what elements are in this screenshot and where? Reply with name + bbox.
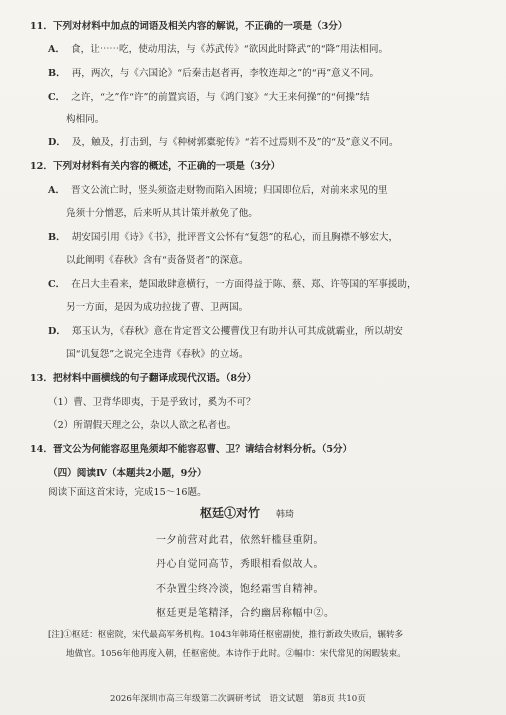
option-key: B．	[48, 232, 66, 243]
q12-option-c	[48, 276, 417, 290]
q13-stem: 13．把材料中画横线的句子翻译成现代汉语。（8分）	[30, 373, 257, 384]
option-key: A．	[48, 185, 66, 196]
poem-author: 韩琦	[276, 510, 295, 520]
option-key: B．	[48, 68, 66, 79]
option-key: D．	[48, 326, 66, 337]
option-text: 之许，“之”作“许”的前置宾语，与《鸿门宴》“大王来何操”的“何操”结	[71, 92, 370, 103]
q14-stem: 14．晋文公为何能容忍里凫须却不能容忍曹、卫？请结合材料分析。（5分）	[30, 444, 353, 455]
q12-option-d	[48, 323, 403, 337]
option-text: 郑玉认为，《春秋》意在肯定晋文公攫曹伐卫有助并认可其成就霸业，所以胡安	[71, 326, 403, 337]
option-key: D．	[48, 137, 66, 148]
q12-option-c-cont: 另一方面，是因为成功拉拢了曹、卫两国。	[66, 302, 249, 313]
q11-stem: 11．下列对材料中加点的词语及相关内容的解说，不正确的一项是（3分）	[30, 21, 348, 32]
q11-option-c-cont: 构相同。	[66, 114, 105, 125]
q12-option-b	[48, 229, 398, 243]
option-text: 晋文公流亡时，竖头须盗走财物而陷入困境；归国即位后，对前来求见的里	[71, 185, 388, 196]
poem-note-line-1: [注]①枢廷：枢密院，宋代最高军务机构。1043年韩琦任枢密副使，推行新政失败后，辗转多	[48, 630, 404, 640]
poem-title-text: 枢廷①对竹	[200, 506, 261, 520]
option-text: 食，让⋯⋯吃，使动用法，与《苏武传》“欲因此时降武”的“降”用法相同。	[71, 44, 389, 55]
option-key: A．	[48, 44, 66, 55]
option-text: 及，触及，打击到，与《种树郭橐驼传》“若不过焉则不及”的“及”意义不同。	[71, 137, 399, 148]
q11-option-b	[48, 65, 379, 79]
q12-option-a	[48, 182, 388, 196]
poem-title	[200, 504, 294, 521]
option-text: 在吕大圭看来，楚国敢肆意横行，一方面得益于陈、蔡、郑、许等国的军事援助，	[71, 279, 417, 290]
option-key: C．	[48, 279, 66, 290]
q12-option-b-cont: 以此阐明《春秋》含有“责备贤者”的深意。	[66, 255, 249, 266]
poem-line: 不杂置尘终冷淡，饱经霜雪自精神。	[156, 584, 324, 595]
q11-option-c	[48, 89, 370, 103]
poem-line: 一夕前营对此君，依然轩槛昼重阴。	[156, 535, 324, 546]
option-text: 再，两次，与《六国论》“后秦击赵者再，李牧连却之”的“再”意义不同。	[71, 68, 380, 79]
q12-option-a-cont: 凫须十分憎恶，后来听从其计策并赦免了他。	[66, 208, 258, 219]
option-text: 胡安国引用《诗》《书》，批评晋文公怀有“复怨”的私心，而且胸襟不够宏大，	[71, 232, 399, 243]
q13-sentence-2: （2）所谓假天理之公，杂以人欲之私者也。	[48, 420, 237, 431]
option-key: C．	[48, 92, 66, 103]
poem-note-line-2: 地做官。1056年他再度入朝，任枢密使。本诗作于此时。②幅巾：宋代常见的闲暇装束。	[66, 649, 406, 659]
q12-option-d-cont: 国“讥复怨”之说完全违背《春秋》的立场。	[66, 349, 249, 360]
section-heading: （四）阅读Ⅳ（本题共2小题，9分）	[48, 468, 207, 479]
q11-option-a	[48, 41, 388, 55]
q12-stem: 12．下列对材料有关内容的概述，不正确的一项是（3分）	[30, 161, 281, 172]
section-intro: 阅读下面这首宋诗，完成15～16题。	[48, 487, 207, 498]
page-footer: 2026年深圳市高三年级第二次调研考试 语文试题 第8页 共10页	[110, 694, 366, 704]
q13-sentence-1: （1）曹、卫背华即夷，于是乎致讨，奚为不可？	[48, 397, 256, 408]
poem-line: 丹心自觉同高节，秀眼相看似故人。	[156, 559, 324, 570]
q11-option-d	[48, 134, 399, 148]
poem-line: 枢廷更是笔精泽，合约幽居称幅中②。	[156, 608, 335, 619]
